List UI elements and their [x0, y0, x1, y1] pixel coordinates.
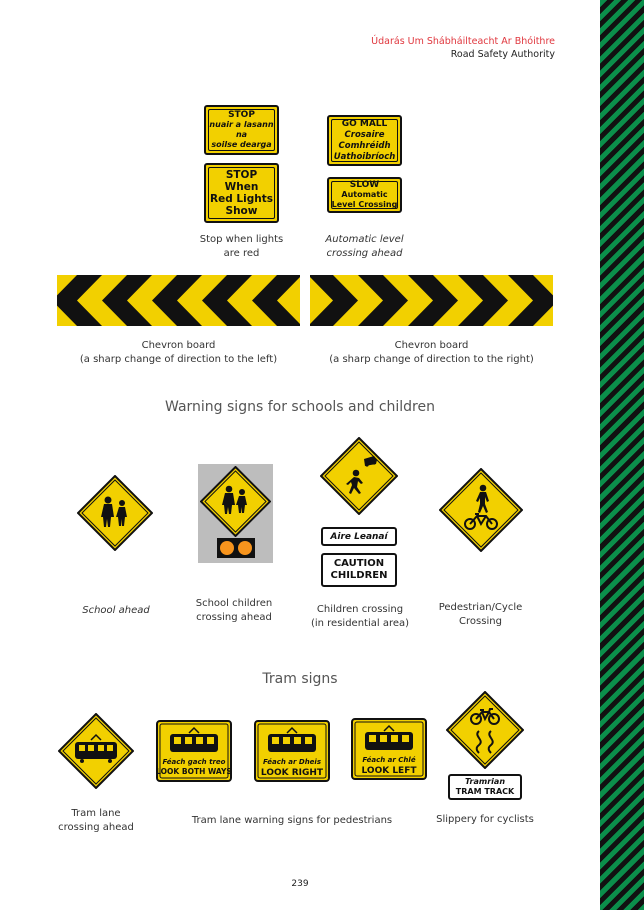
sign-text: Crosaire [344, 129, 385, 140]
school-ahead-sign [77, 475, 153, 551]
sign-text-irish: Féach ar Chlé [362, 756, 416, 764]
caption-line: crossing ahead [326, 248, 403, 259]
caption-line: Stop when lights [199, 234, 284, 245]
sign-text-english: LOOK RIGHT [260, 768, 324, 778]
caption-slippery [430, 813, 540, 827]
sign-inner-border [208, 109, 275, 151]
look-left-sign [351, 718, 427, 780]
plate-text: CAUTION [333, 558, 385, 569]
sign-text-irish: Féach ar Dheis [263, 758, 321, 766]
sign-text: Red Lights [210, 193, 273, 205]
caption-chevron-left [57, 339, 300, 367]
caption-line: School ahead [82, 605, 150, 616]
header-english: Road Safety Authority [450, 49, 555, 60]
tram-lane-crossing-sign [58, 713, 134, 789]
caption-line: (a sharp change of direction to the left) [79, 354, 278, 365]
sign-text: GO MALL [341, 118, 388, 129]
caption-line: Children crossing [316, 604, 404, 615]
caption-line: School children [195, 598, 273, 609]
chevron-board-right [310, 275, 553, 326]
slippery-for-cyclists-sign [446, 691, 524, 769]
sign-text: soilse dearga [211, 140, 272, 149]
caption-line: (a sharp change of direction to the right) [329, 354, 534, 365]
caption-tram-lane [46, 807, 146, 835]
caption-line: Automatic level [325, 234, 404, 245]
sign-text: When [224, 181, 259, 193]
sign-text-english: LOOK LEFT [361, 766, 417, 776]
sign-text: Show [225, 205, 258, 217]
look-right-sign [254, 720, 330, 782]
page-number: 239 [291, 879, 309, 889]
caption-chevron-right [310, 339, 553, 367]
sign-inner-border [331, 119, 398, 162]
sign-text: Comhréidh [338, 140, 391, 151]
look-both-ways-sign [156, 720, 232, 782]
sign-inner-border [208, 167, 275, 219]
plate-text: TRAM TRACK [455, 787, 515, 796]
sign-text: STOP [228, 110, 255, 120]
caption-stop-lights [184, 233, 299, 261]
caption-school-ahead [66, 604, 166, 618]
sign-inner-border [331, 181, 398, 209]
stop-irish-sign [204, 105, 279, 155]
decorative-side-stripe [600, 0, 644, 910]
caption-line: Slippery for cyclists [436, 814, 534, 825]
caption-children-crossing [300, 603, 420, 631]
caption-line: crossing ahead [58, 822, 134, 833]
caption-line: Chevron board [394, 340, 469, 351]
caption-line: (in residential area) [310, 618, 410, 629]
go-mall-sign [327, 115, 402, 166]
sign-text: Level Crossing [331, 199, 398, 209]
caption-automatic-crossing [307, 233, 422, 261]
caption-line: Tram lane warning signs for pedestrians [191, 815, 393, 826]
caution-children-plate [321, 553, 397, 587]
sign-text: na [235, 130, 248, 139]
plate-text: Tramrian [464, 777, 506, 786]
caption-line: Chevron board [141, 340, 216, 351]
sign-text-english: LOOK BOTH WAYS [156, 767, 232, 776]
tram-track-plate [448, 774, 522, 800]
sign-text-irish: Féach gach treo [162, 758, 226, 766]
section-title-tram: Tram signs [262, 671, 338, 687]
sign-text: STOP [225, 169, 258, 181]
caption-school-children [180, 597, 288, 625]
sign-text: nuair a lasann [209, 120, 274, 129]
sign-text: Automatic [341, 190, 388, 200]
school-children-crossing-sign [200, 466, 271, 537]
caption-tram-warning [176, 814, 408, 828]
plate-text: Aire Leanaí [330, 531, 388, 542]
slow-level-crossing-sign [327, 177, 402, 213]
caption-pedestrian-cycle [428, 601, 533, 629]
section-title-schools: Warning signs for schools and children [165, 399, 435, 415]
chevron-board-left [57, 275, 300, 326]
plate-text: CHILDREN [330, 570, 388, 581]
caption-line: are red [223, 248, 260, 259]
flashing-lights-icon [217, 538, 255, 558]
page-header [371, 35, 555, 61]
sign-text: Uathoibríoch [333, 151, 396, 162]
stop-english-sign [204, 163, 279, 223]
header-irish: Údarás Um Shábháilteacht Ar Bhóithre [371, 36, 555, 47]
pedestrian-cycle-crossing-sign [439, 468, 523, 552]
aire-leanai-plate [321, 527, 397, 546]
caption-line: Pedestrian/Cycle [438, 602, 523, 613]
caption-line: Crossing [459, 616, 502, 627]
caption-line: crossing ahead [196, 612, 272, 623]
caption-line: Tram lane [71, 808, 121, 819]
children-crossing-sign [320, 437, 398, 515]
sign-text: SLOW [349, 179, 380, 190]
